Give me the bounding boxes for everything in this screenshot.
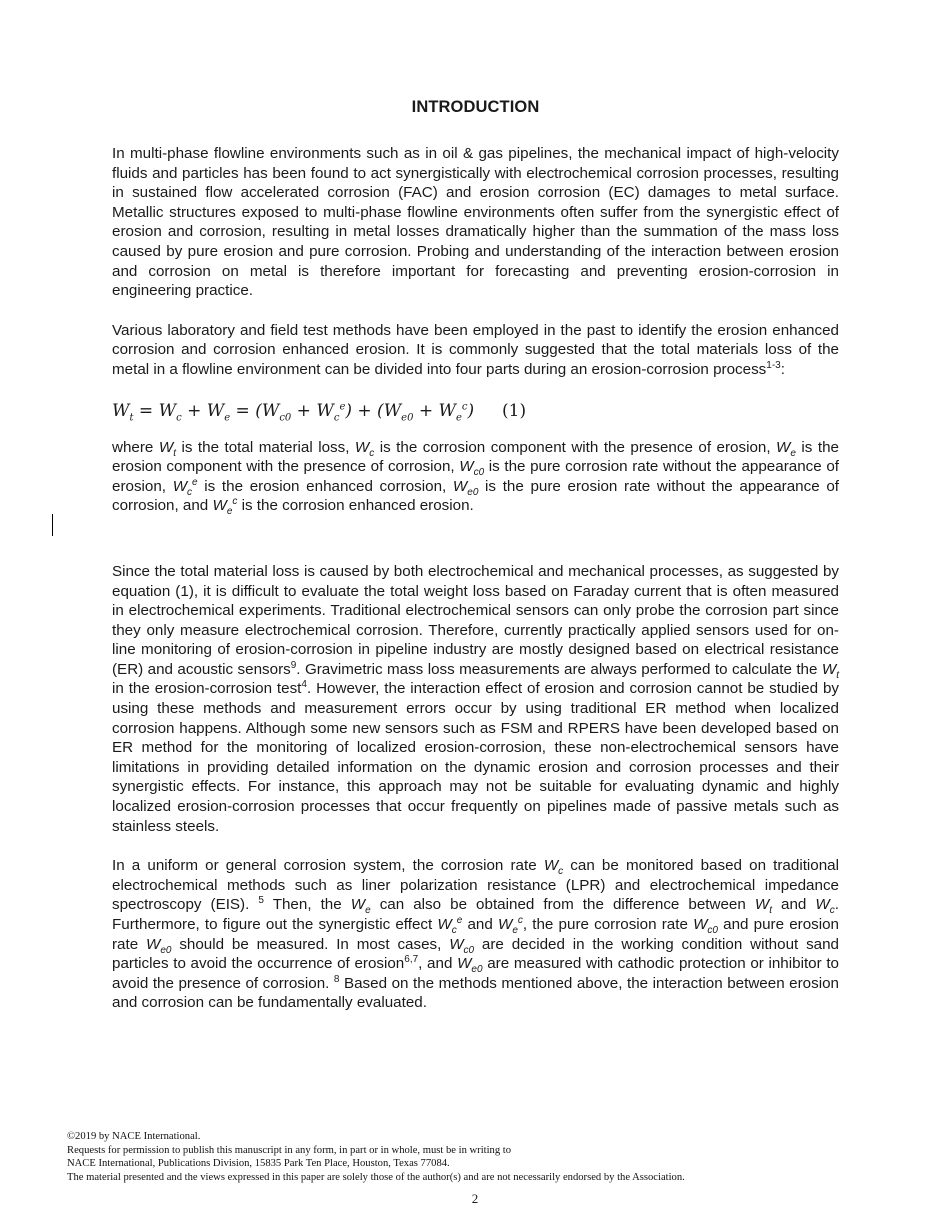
math-symbol: $W_e^c$: [497, 914, 523, 937]
math-symbol: $W_{e0}$: [457, 955, 483, 976]
math-symbol: $W_c$: [543, 857, 564, 878]
math-symbol: $W_{e0}$: [146, 935, 172, 956]
paragraph-3: where $W_t$ is the total material loss, $W_c$ is the corrosion component with the presence of erosion, $W_e$ is the erosion component with the presence of corrosion, $W_{c0}$ is the pure corrosion rate without the appearance of erosion, $W_c^e$ is the erosion enhanced corrosion, $W_{e0}$ is the pure erosion rate without the appearance of corrosion, and $W_e^c$ is the corrosion enhanced erosion.: [112, 438, 839, 518]
math-symbol: $W_t$: [754, 896, 772, 917]
math-symbol: $W_e^c$: [212, 496, 238, 518]
footer-line: Requests for permission to publish this manuscript in any form, in part or in whole, must be in writing to: [67, 1144, 512, 1156]
copyright-footer: [67, 1130, 887, 1184]
paper-page-body: [112, 98, 839, 1013]
equation-1: [112, 398, 839, 424]
citation: 5: [258, 895, 264, 907]
math-symbol: $W_{e0}$: [452, 477, 479, 498]
footer-line: ©2019 by NACE International.: [67, 1131, 201, 1142]
math-symbol: $W_e$: [350, 896, 371, 917]
citation: 1-3: [766, 359, 781, 371]
citation: 9: [290, 659, 297, 671]
paragraph-2: Various laboratory and field test methods have been employed in the past to identify the erosion enhanced corrosion and corrosion enhanced erosion. It is commonly suggested that the total materials loss of the metal in a flowline environment can be divided into four parts during an erosion-corrosion process$^{1-3}$:: [112, 321, 839, 378]
section-heading: INTRODUCTION: [411, 98, 540, 116]
math-symbol: $W_t$: [821, 660, 839, 681]
math-symbol: $W_{c0}$: [449, 935, 475, 956]
math-symbol: $W_t$: [158, 438, 176, 459]
citation: 4: [301, 679, 307, 691]
math-symbol: $W_c$: [354, 438, 375, 459]
math-symbol: $W_c^e$: [437, 914, 463, 937]
footer-line: NACE International, Publications Division, 15835 Park Ten Place, Houston, Texas 77084.: [67, 1158, 450, 1170]
paragraph-1: In multi-phase flowline environments such as in oil & gas pipelines, the mechanical impact of high-velocity fluids and particles has been found to act synergistically with electrochemical corrosion processes, resulting in sustained flow accelerated corrosion (FAC) and erosion corrosion (EC) damages to metal surface. Metallic structures exposed to multi-phase flowline environments often suffer from the synergistic effect of erosion and corrosion, resulting in metal losses dramatically higher than the summation of the mass loss caused by pure erosion and pure corrosion. Probing and understanding of the interaction between erosion and corrosion on metal is therefore important for forecasting and preventing erosion-corrosion in engineering practice.: [112, 145, 839, 300]
math-symbol: $W_e$: [776, 438, 796, 459]
equation-body: $W_t = W_c + W_e = (W_{c0} + W_c^e) + (W_{e0} + W_e^c)$: [112, 400, 475, 423]
footer-line: The material presented and the views expressed in this paper are solely those of the author(s) and are not necessarily endorsed by the Association.: [67, 1171, 685, 1183]
math-symbol: $W_{c0}$: [693, 916, 718, 937]
paragraph-4: Since the total material loss is caused by both electrochemical and mechanical processes, as suggested by equation (1), it is difficult to evaluate the total weight loss based on Faraday current that is often measured in electrochemical experiments. Traditional electrochemical sensors can only probe the corrosion part since they only measure electrochemical corrosion. Therefore, currently practically applied sensors used for on-line monitoring of erosion-corrosion in pipeline industry are mostly designed based on electrical resistance (ER) and acoustic sensors$^9$. Gravimetric mass loss measurements are always performed to calculate the $W_t$ in the erosion-corrosion test$^4$. However, the interaction effect of erosion and corrosion cannot be studied by using these methods and measurement errors occur by using traditional ER method when localized corrosion happens. Although some new sensors such as FSM and RPERS have been developed based on ER method for the monitoring of localized erosion-corrosion, these non-electrochemical sensors have limitations in providing detailed information on the dynamic erosion and corrosion processes and their synergistic effects. For instance, this approach may not be suitable for evaluating dynamic and highly localized erosion-corrosion processes that occur frequently on pipelines made of passive metals such as stainless steels.: [112, 562, 840, 835]
math-symbol: $W_c^e$: [172, 476, 198, 498]
page-number: 2: [471, 1191, 479, 1206]
change-bar: [52, 514, 53, 536]
paragraph-5: In a uniform or general corrosion system, the corrosion rate $W_c$ can be monitored based on traditional electrochemical methods such as liner polarization resistance (LPR) and electrochemical impedance spectroscopy (EIS). $^5$ Then, the $W_e$ can also be obtained from the difference between $W_t$ and $W_c$. Furthermore, to figure out the synergistic effect $W_c^e$ and $W_e^c$, the pure corrosion rate $W_{c0}$ and pure erosion rate $W_{e0}$ should be measured. In most cases, $W_{c0}$ are decided in the working condition without sand particles to avoid the occurrence of erosion$^{6,7}$, and $W_{e0}$ are measured with cathodic protection or inhibitor to avoid the presence of corrosion. $^8$ Based on the methods mentioned above, the interaction between erosion and corrosion can be fundamentally evaluated.: [112, 857, 840, 1012]
citation: 8: [333, 973, 340, 985]
citation: 6,7: [404, 954, 419, 966]
math-symbol: $W_{c0}$: [459, 458, 485, 479]
math-symbol: $W_c$: [815, 896, 835, 917]
equation-number: (1): [502, 400, 527, 421]
